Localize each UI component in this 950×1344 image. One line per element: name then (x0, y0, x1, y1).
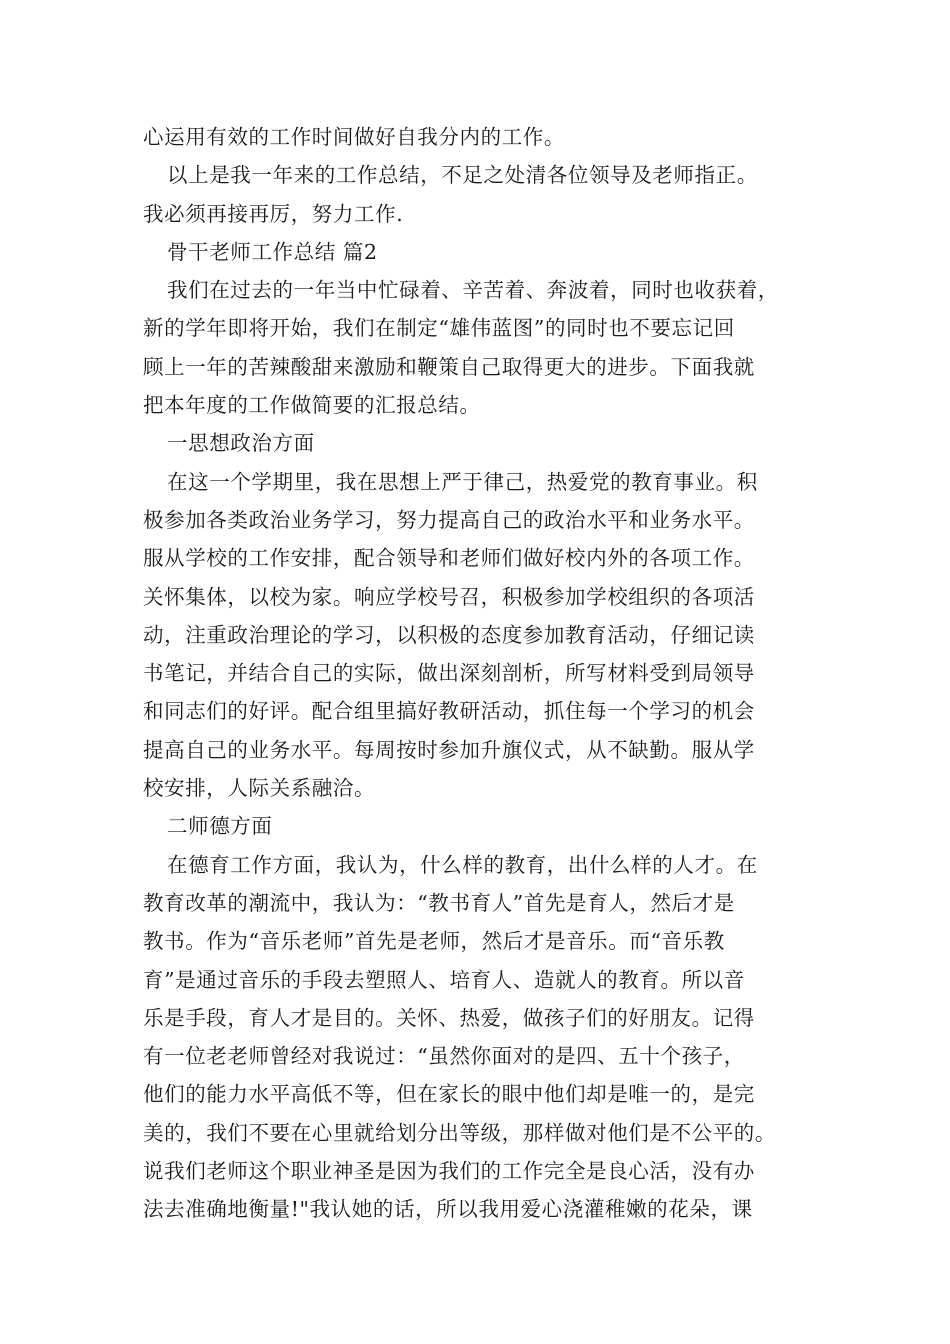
text-line: 乐是手段，育人才是目的。关怀、热爱，做孩子们的好朋友。记得 (143, 1005, 755, 1030)
text-line: 美的，我们不要在心里就给划分出等级，那样做对他们是不公平的。 (143, 1120, 776, 1145)
text-line: 我们在过去的一年当中忙碌着、辛苦着、奔波着，同时也收获着， (167, 278, 779, 303)
document-body (143, 118, 833, 1229)
text-line: 书笔记，并结合自己的实际，做出深刻剖析，所写材料受到局领导 (143, 661, 755, 686)
text-line: 说我们老师这个职业神圣是因为我们的工作完全是良心活，没有办 (143, 1159, 755, 1184)
text-line: 他们的能力水平高低不等，但在家长的眼中他们却是唯一的，是完 (143, 1082, 755, 1107)
text-line: 在这一个学期里，我在思想上严于律己，热爱党的教育事业。积 (167, 469, 758, 494)
text-line: 法去准确地衡量!"我认她的话，所以我用爱心浇灌稚嫩的花朵，课 (143, 1197, 753, 1222)
text-line: 一思想政治方面 (167, 431, 315, 456)
text-line: 在德育工作方面，我认为，什么样的教育，出什么样的人才。在 (167, 852, 758, 877)
text-line: 顾上一年的苦辣酸甜来激励和鞭策自己取得更大的进步。下面我就 (143, 354, 755, 379)
text-line: 教书。作为“音乐老师”首先是老师，然后才是音乐。而“音乐教 (143, 929, 725, 954)
text-line: 关怀集体，以校为家。响应学校号召，积极参加学校组织的各项活 (143, 584, 755, 609)
text-line: 以上是我一年来的工作总结，不足之处清各位领导及老师指正。 (167, 163, 758, 188)
text-line: 校安排，人际关系融洽。 (143, 776, 376, 801)
text-line: 把本年度的工作做简要的汇报总结。 (143, 393, 481, 418)
text-line: 极参加各类政治业务学习，努力提高自己的政治水平和业务水平。 (143, 507, 755, 532)
text-line: 心运用有效的工作时间做好自我分内的工作。 (143, 125, 565, 149)
text-line: 服从学校的工作安排，配合领导和老师们做好校内外的各项工作。 (143, 546, 755, 571)
text-line: 育”是通过音乐的手段去塑照人、培育人、造就人的教育。所以音 (143, 967, 745, 992)
text-line: 提高自己的业务水平。每周按时参加升旗仪式，从不缺勤。服从学 (143, 737, 755, 762)
text-line: 教育改革的潮流中，我认为：“教书育人”首先是育人，然后才是 (143, 890, 735, 915)
text-line: 和同志们的好评。配合组里搞好教研活动，抓住每一个学习的机会 (143, 699, 755, 724)
text-line: 我必须再接再厉，努力工作. (143, 201, 404, 226)
text-line: 骨干老师工作总结 篇2 (167, 239, 378, 264)
text-line: 新的学年即将开始，我们在制定“雄伟蓝图”的同时也不要忘记回 (143, 316, 735, 341)
text-line: 动，注重政治理论的学习，以积极的态度参加教育活动，仔细记读 (143, 622, 755, 647)
text-line: 二师德方面 (167, 814, 273, 839)
text-line: 有一位老老师曾经对我说过：“虽然你面对的是四、五十个孩子， (143, 1044, 745, 1069)
